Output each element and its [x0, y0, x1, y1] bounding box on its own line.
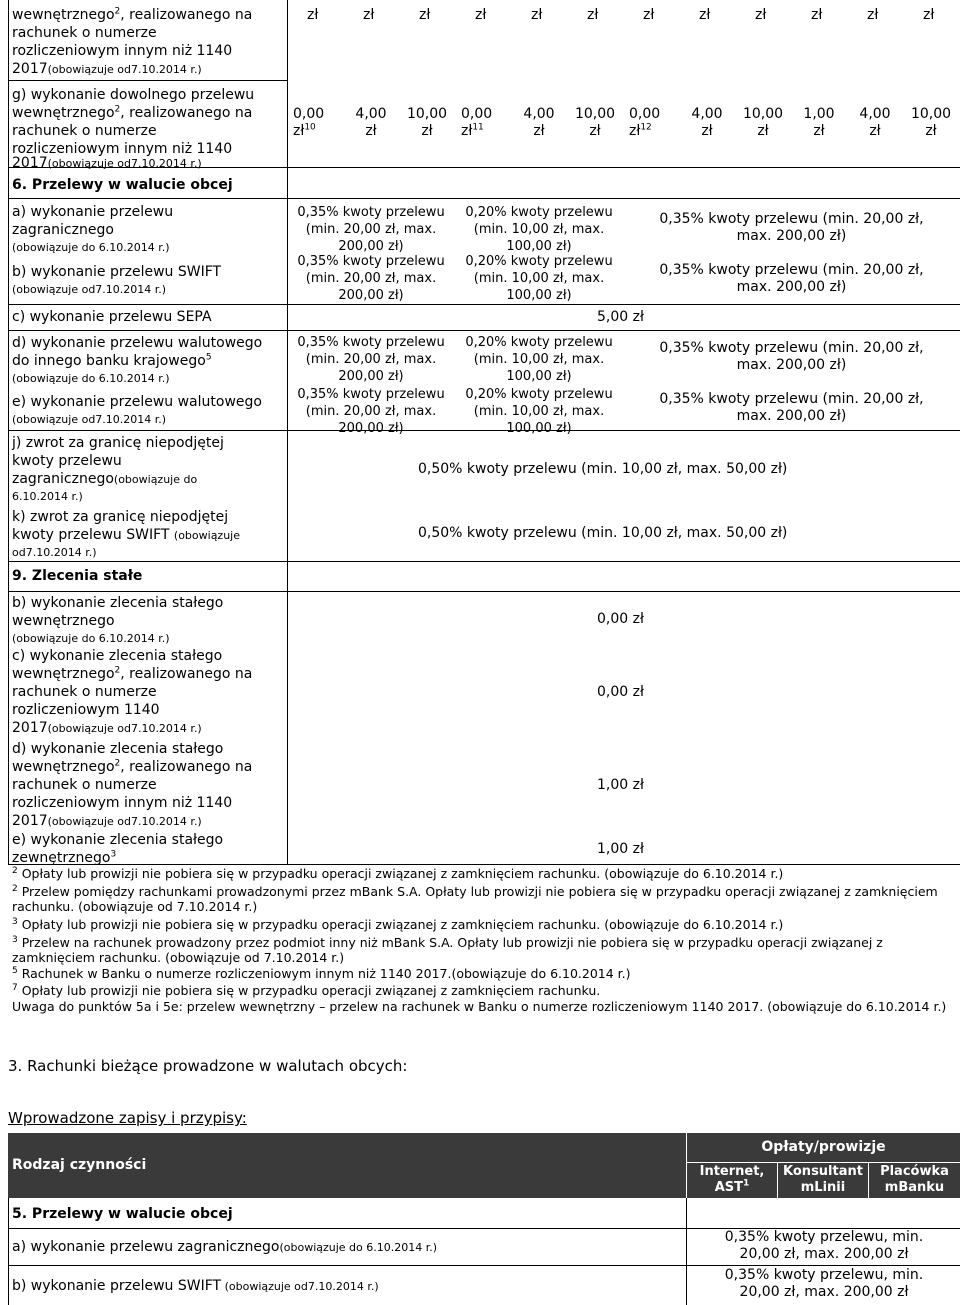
- currency-unit: zł: [533, 123, 545, 139]
- row-label-text: rachunek o numerze: [12, 123, 157, 139]
- fee-cell: 0,35% kwoty przelewu (min. 20,00 zł, max. 200,00 zł): [659, 211, 924, 244]
- fee-value: 4,00: [523, 106, 555, 122]
- fee-cell: 0,35% kwoty przelewu (min. 20,00 zł, max. 200,00 zł): [297, 205, 445, 254]
- row-label-text: j) zwrot za granicę niepodjętej: [12, 435, 224, 451]
- row-label-text: k) zwrot za granicę niepodjętej: [12, 509, 229, 525]
- currency-unit: zł: [365, 123, 377, 139]
- column-header: Rodzaj czynności: [12, 1157, 147, 1173]
- row-label-text: zagranicznego: [12, 222, 114, 238]
- row-label-text: g) wykonanie dowolnego przelewu: [12, 87, 255, 103]
- fee-value: 1,00: [803, 106, 835, 122]
- footnote-ref: 1: [743, 1178, 750, 1189]
- currency-unit: zł: [701, 123, 713, 139]
- fee-cell: 0,35% kwoty przelewu, min. 20,00 zł, max. 200,00 zł: [724, 1229, 924, 1262]
- row-label-text: a) wykonanie przelewu: [12, 204, 174, 220]
- currency-unit: zł: [531, 7, 543, 23]
- currency-unit-row: [287, 6, 960, 26]
- validity-note: (obowiązuje od7.10.2014 r.): [12, 413, 167, 426]
- fee-cell: 0,35% kwoty przelewu (min. 20,00 zł, max. 200,00 zł): [297, 335, 445, 384]
- row-label-text: kwoty przelewu: [12, 453, 122, 469]
- fee-cell: 0,35% kwoty przelewu (min. 20,00 zł, max. 200,00 zł): [297, 387, 445, 436]
- footnote-ref: 2: [114, 104, 121, 115]
- fee-value: 5,00 zł: [597, 309, 644, 325]
- currency-unit: zł: [589, 123, 601, 139]
- currency-unit: zł: [461, 123, 473, 139]
- table-header-group-cell: [687, 1133, 960, 1162]
- footnote: $^3$ Przelew na rachunek prowadzony przez podmiot inny niż mBank S.A. Opłaty lub prowizji nie pobiera się w przypadku operacji związanej z zamknięciem rachunku. (obowiązuje od 7.10.2014 r.): [12, 934, 883, 965]
- validity-note: (obowiązuje od7.10.2014 r.): [47, 815, 202, 828]
- row-label-text: wewnętrznego: [12, 613, 115, 629]
- currency-unit: zł: [421, 123, 433, 139]
- column-header: mBanku: [884, 1180, 945, 1195]
- row-label-text: a) wykonanie przelewu zagranicznego: [12, 1239, 280, 1255]
- footnote-ref: 2: [114, 758, 121, 769]
- validity-note: od7.10.2014 r.): [12, 546, 97, 559]
- currency-unit: zł: [811, 7, 823, 23]
- row-label-text: rozliczeniowym 1140: [12, 702, 160, 718]
- validity-note: 6.10.2014 r.): [12, 490, 83, 503]
- fee-value: 0,00: [293, 106, 325, 122]
- fee-value: 0,00: [629, 106, 661, 122]
- row-label-text: wewnętrznego: [12, 105, 115, 121]
- row-label-text: wewnętrznego: [12, 759, 115, 775]
- table-section-title: 5. Przelewy w walucie obcej: [12, 1206, 233, 1222]
- column-header: mLinii: [800, 1180, 846, 1195]
- fee-cell: 0,20% kwoty przelewu (min. 10,00 zł, max. 100,00 zł): [465, 254, 613, 303]
- row-label-text: 2017: [12, 720, 48, 736]
- section-heading: 3. Rachunki bieżące prowadzone w walutach obcych:: [8, 1057, 408, 1075]
- currency-unit: zł: [869, 123, 881, 139]
- fee-value: 4,00: [859, 106, 891, 122]
- fee-cell: 0,20% kwoty przelewu (min. 10,00 zł, max. 100,00 zł): [465, 205, 613, 254]
- currency-unit: zł: [923, 7, 935, 23]
- fee-value: 10,00: [574, 106, 616, 122]
- fee-cell: 0,35% kwoty przelewu (min. 20,00 zł, max. 200,00 zł): [659, 340, 924, 373]
- row-label-text: zagranicznego: [12, 471, 114, 487]
- currency-unit: zł: [755, 7, 767, 23]
- row-label-text: rozliczeniowym innym niż 1140: [12, 795, 233, 811]
- currency-unit: zł: [307, 7, 319, 23]
- currency-unit: zł: [475, 7, 487, 23]
- validity-note: (obowiązuje od7.10.2014 r.): [47, 157, 202, 170]
- fee-value: 1,00 zł: [597, 777, 644, 793]
- row-label-text: , realizowanego na: [120, 105, 253, 121]
- row-label-text: b) wykonanie zlecenia stałego: [12, 595, 224, 611]
- row-label-text: e) wykonanie przelewu walutowego: [12, 394, 262, 410]
- column-header: Internet,: [699, 1164, 765, 1179]
- row-label-text: d) wykonanie zlecenia stałego: [12, 741, 224, 757]
- validity-note: (obowiązuje od7.10.2014 r.): [47, 63, 202, 76]
- fee-cell: 0,20% kwoty przelewu (min. 10,00 zł, max. 100,00 zł): [465, 335, 613, 384]
- fee-row: [287, 106, 960, 146]
- fee-value: 0,00: [461, 106, 493, 122]
- validity-note: (obowiązuje do 6.10.2014 r.): [12, 632, 170, 645]
- row-label-text: do innego banku krajowego: [12, 353, 206, 369]
- fee-cell: 0,35% kwoty przelewu (min. 20,00 zł, max. 200,00 zł): [297, 254, 445, 303]
- fee-cell: 0,35% kwoty przelewu (min. 20,00 zł, max. 200,00 zł): [659, 391, 924, 424]
- column-group-header: Opłaty/prowizje: [761, 1139, 886, 1155]
- entries-heading: Wprowadzone zapisy i przypisy:: [8, 1109, 247, 1127]
- fee-value: 10,00: [742, 106, 784, 122]
- row-label-text: rachunek o numerze: [12, 25, 157, 41]
- currency-unit: zł: [629, 123, 641, 139]
- note: Uwaga do punktów 5a i 5e: przelew wewnętrzny – przelew na rachunek w Banku o numerze rozliczeniowym 1140 2017. (obowiązuje do 6.10.2014 r.): [12, 999, 947, 1014]
- row-label-text: kwoty przelewu SWIFT: [12, 527, 170, 543]
- row-label-text: rozliczeniowym innym niż 1140: [12, 43, 233, 59]
- fee-cell: 0,35% kwoty przelewu, min. 20,00 zł, max. 200,00 zł: [724, 1267, 924, 1300]
- fee-value: 1,00 zł: [597, 841, 644, 857]
- table-header-col: [687, 1163, 777, 1198]
- currency-unit: zł: [293, 123, 305, 139]
- footnote: $^7$ Opłaty lub prowizji nie pobiera się w przypadku operacji związanej z zamknięciem rachunku.: [12, 982, 601, 998]
- validity-note: (obowiązuje: [173, 529, 241, 542]
- fee-value: 10,00: [406, 106, 448, 122]
- footnote-ref: 5: [205, 352, 212, 363]
- currency-unit: zł: [419, 7, 431, 23]
- currency-unit: zł: [757, 123, 769, 139]
- validity-note: (obowiązuje od7.10.2014 r.): [47, 722, 202, 735]
- fee-value: 0,00 zł: [597, 611, 644, 627]
- row-label-text: b) wykonanie przelewu SWIFT: [12, 1278, 222, 1294]
- row-label-text: c) wykonanie przelewu SEPA: [12, 309, 212, 325]
- row-label-text: rachunek o numerze: [12, 777, 157, 793]
- footnote-ref: 3: [110, 849, 117, 860]
- row-label-text: zewnętrznego: [12, 850, 111, 866]
- table-header-col: [778, 1163, 868, 1198]
- row-label-text: 2017: [12, 813, 48, 829]
- section-title: 9. Zlecenia stałe: [12, 568, 143, 584]
- footnote-ref: 12: [640, 122, 652, 133]
- row-label-text: , realizowanego na: [120, 7, 253, 23]
- fee-value: 0,50% kwoty przelewu (min. 10,00 zł, max. 50,00 zł): [418, 525, 788, 541]
- row-label-text: d) wykonanie przelewu walutowego: [12, 335, 263, 351]
- column-header: Konsultant: [783, 1164, 863, 1179]
- currency-unit: zł: [699, 7, 711, 23]
- row-label-text: , realizowanego na: [120, 666, 253, 682]
- currency-unit: zł: [643, 7, 655, 23]
- row-label-text: wewnętrznego: [12, 7, 115, 23]
- footnote: $^5$ Rachunek w Banku o numerze rozliczeniowym innym niż 1140 2017.(obowiązuje do 6.10.2014 r.): [12, 965, 631, 981]
- row-label-text: b) wykonanie przelewu SWIFT: [12, 264, 222, 280]
- fee-value: 4,00: [691, 106, 723, 122]
- row-label-text: rozliczeniowym innym niż 1140: [12, 141, 233, 157]
- row-label-text: 2017: [12, 155, 48, 171]
- footnote: $^3$ Opłaty lub prowizji nie pobiera się w przypadku operacji związanej z zamknięciem rachunku. (obowiązuje do 6.10.2014 r.): [12, 916, 784, 932]
- currency-unit: zł: [925, 123, 937, 139]
- validity-note: (obowiązuje od7.10.2014 r.): [12, 283, 167, 296]
- footnote-ref: 11: [472, 122, 484, 133]
- footnote-ref: 2: [114, 6, 121, 17]
- row-label-text: , realizowanego na: [120, 759, 253, 775]
- table-header-col: [869, 1163, 960, 1198]
- row-label-text: wewnętrznego: [12, 666, 115, 682]
- table-header-label-cell: [8, 1133, 686, 1198]
- row-label-text: rachunek o numerze: [12, 684, 157, 700]
- validity-note: (obowiązuje od7.10.2014 r.): [221, 1280, 379, 1293]
- row-label-text: e) wykonanie zlecenia stałego: [12, 832, 224, 848]
- validity-note: (obowiązuje do: [113, 473, 198, 486]
- currency-unit: zł: [867, 7, 879, 23]
- fee-cell: 0,20% kwoty przelewu (min. 10,00 zł, max. 100,00 zł): [465, 387, 613, 436]
- fee-value: 10,00: [910, 106, 952, 122]
- validity-note: (obowiązuje do 6.10.2014 r.): [12, 372, 170, 385]
- fee-cell: 0,35% kwoty przelewu (min. 20,00 zł, max. 200,00 zł): [659, 262, 924, 295]
- footnote-ref: 2: [114, 665, 121, 676]
- validity-note: (obowiązuje do 6.10.2014 r.): [12, 241, 170, 254]
- footnote: $^2$ Przelew pomiędzy rachunkami prowadzonymi przez mBank S.A. Opłaty lub prowizji nie pobiera się w przypadku operacji związanej z zamknięciem rachunku. (obowiązuje od 7.10.2014 r.): [12, 883, 938, 914]
- section-title: 6. Przelewy w walucie obcej: [12, 177, 233, 193]
- footnote-ref: 10: [304, 122, 316, 133]
- footnote: $^2$ Opłaty lub prowizji nie pobiera się w przypadku operacji związanej z zamknięciem rachunku. (obowiązuje do 6.10.2014 r.): [12, 865, 784, 881]
- currency-unit: zł: [363, 7, 375, 23]
- row-label-text: c) wykonanie zlecenia stałego: [12, 648, 223, 664]
- fee-value: 4,00: [355, 106, 387, 122]
- currency-unit: zł: [813, 123, 825, 139]
- validity-note: (obowiązuje do 6.10.2014 r.): [279, 1241, 438, 1254]
- currency-unit: zł: [587, 7, 599, 23]
- column-header: AST: [714, 1180, 744, 1195]
- fee-value: 0,00 zł: [597, 684, 644, 700]
- fee-value: 0,50% kwoty przelewu (min. 10,00 zł, max. 50,00 zł): [418, 461, 788, 477]
- column-header: Placówka: [880, 1164, 949, 1179]
- row-label-text: 2017: [12, 61, 48, 77]
